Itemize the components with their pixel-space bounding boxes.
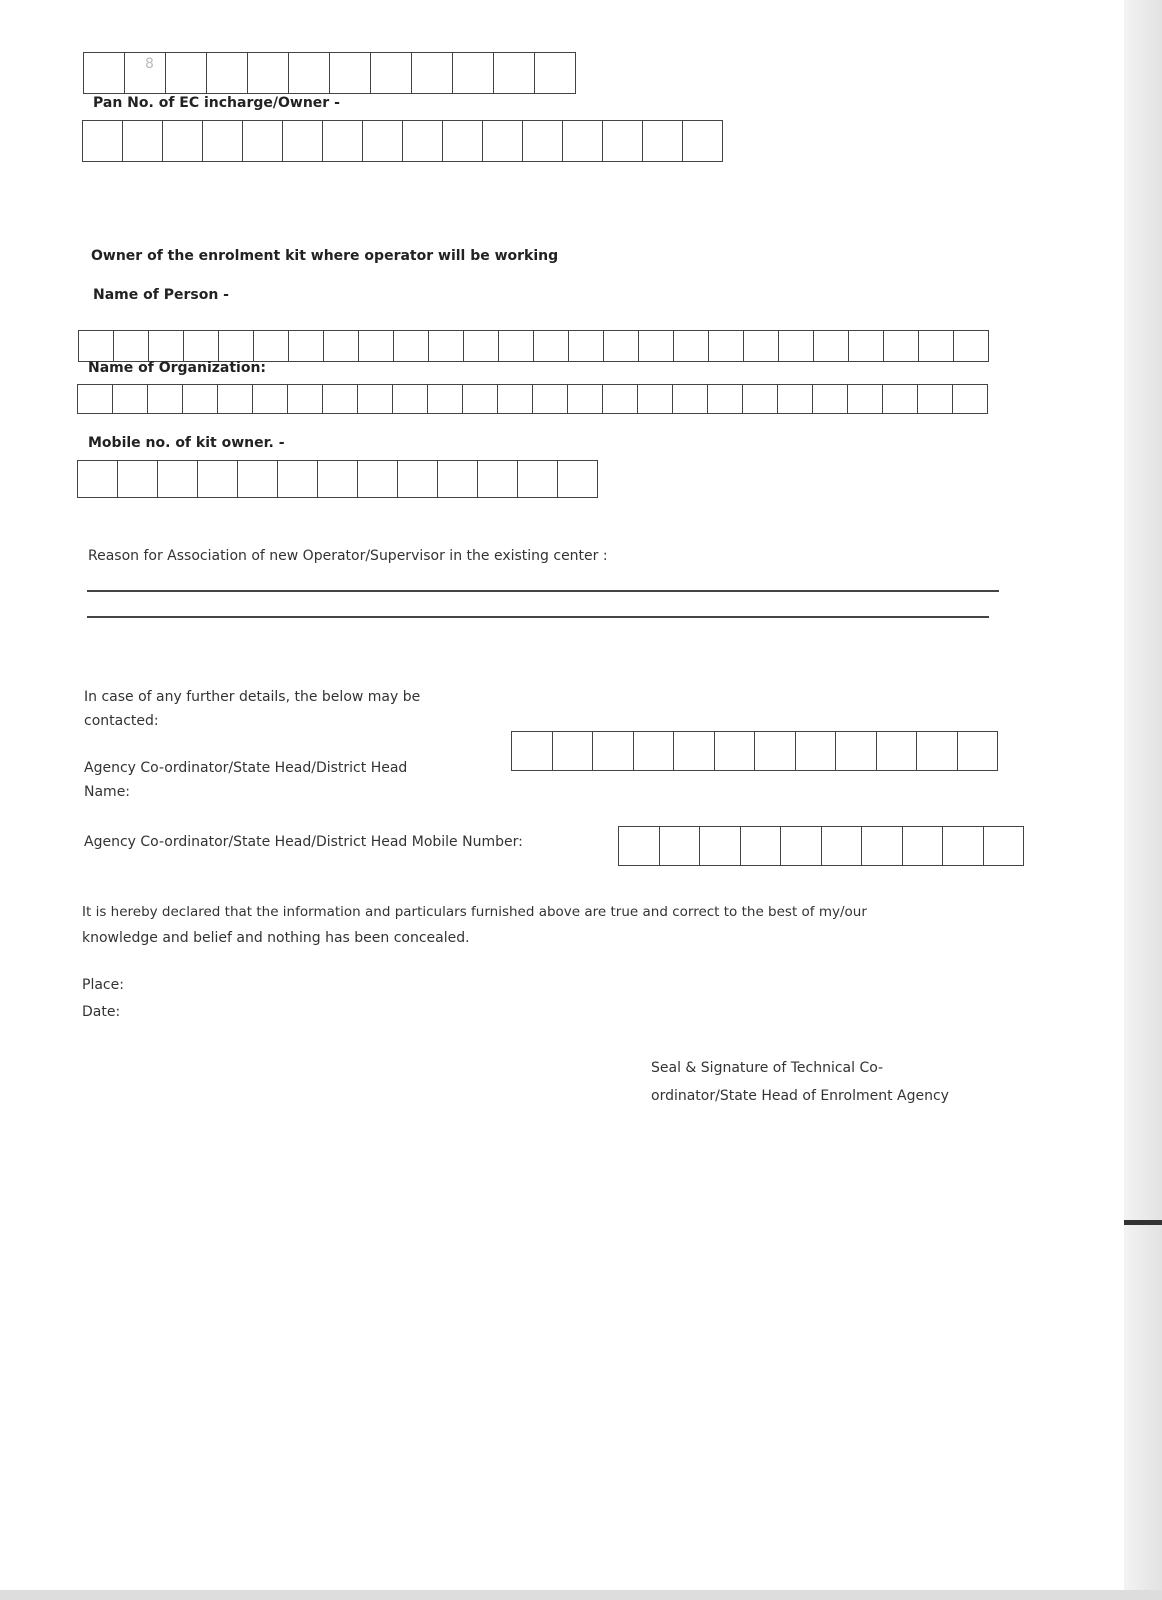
- char-box[interactable]: [78, 461, 118, 497]
- char-box[interactable]: [741, 827, 782, 865]
- char-box[interactable]: [836, 732, 877, 770]
- char-box[interactable]: [289, 331, 324, 361]
- char-box[interactable]: [443, 121, 483, 161]
- char-box[interactable]: [604, 331, 639, 361]
- char-box[interactable]: [324, 331, 359, 361]
- coord-mobile-label: Agency Co-ordinator/State Head/District Head Mobile Number:: [84, 834, 523, 850]
- char-box[interactable]: [494, 53, 535, 93]
- char-box[interactable]: [393, 385, 428, 413]
- char-box[interactable]: [83, 121, 123, 161]
- char-box[interactable]: [499, 331, 534, 361]
- char-box[interactable]: [619, 827, 660, 865]
- char-box[interactable]: [207, 53, 248, 93]
- char-box[interactable]: [563, 121, 603, 161]
- char-box[interactable]: [796, 732, 837, 770]
- char-box[interactable]: [634, 732, 675, 770]
- char-box[interactable]: [674, 732, 715, 770]
- char-box[interactable]: [512, 732, 553, 770]
- char-box[interactable]: [363, 121, 403, 161]
- contact-intro-2: contacted:: [84, 713, 159, 729]
- char-box[interactable]: [917, 732, 958, 770]
- char-box[interactable]: [534, 331, 569, 361]
- char-box[interactable]: [198, 461, 238, 497]
- char-box[interactable]: [358, 385, 393, 413]
- char-box[interactable]: [943, 827, 984, 865]
- char-box[interactable]: [848, 385, 883, 413]
- char-box[interactable]: [743, 385, 778, 413]
- char-box[interactable]: [958, 732, 999, 770]
- pan-label: Pan No. of EC incharge/Owner -: [93, 95, 340, 111]
- declaration-line-2: knowledge and belief and nothing has been concealed.: [82, 930, 470, 946]
- char-box[interactable]: [323, 121, 363, 161]
- char-box[interactable]: [569, 331, 604, 361]
- char-box[interactable]: [673, 385, 708, 413]
- char-box[interactable]: [478, 461, 518, 497]
- char-box[interactable]: [158, 461, 198, 497]
- char-box[interactable]: [438, 461, 478, 497]
- char-box[interactable]: [394, 331, 429, 361]
- char-box[interactable]: [403, 121, 443, 161]
- char-box[interactable]: [822, 827, 863, 865]
- char-box[interactable]: [674, 331, 709, 361]
- char-box[interactable]: [660, 827, 701, 865]
- char-box[interactable]: [243, 121, 283, 161]
- char-box[interactable]: [323, 385, 358, 413]
- char-box[interactable]: [883, 385, 918, 413]
- char-box[interactable]: [371, 53, 412, 93]
- char-box[interactable]: [183, 385, 218, 413]
- char-box[interactable]: [954, 331, 989, 361]
- char-box[interactable]: [603, 385, 638, 413]
- char-box[interactable]: [535, 53, 576, 93]
- char-box[interactable]: [289, 53, 330, 93]
- coord-name-label-1: Agency Co-ordinator/State Head/District Head: [84, 760, 408, 776]
- char-box[interactable]: [283, 121, 323, 161]
- char-box[interactable]: [744, 331, 779, 361]
- signature-line-2: ordinator/State Head of Enrolment Agency: [651, 1088, 949, 1104]
- char-box[interactable]: [523, 121, 563, 161]
- char-box[interactable]: [814, 331, 849, 361]
- char-box[interactable]: [148, 385, 183, 413]
- char-box[interactable]: [683, 121, 723, 161]
- char-box[interactable]: [453, 53, 494, 93]
- char-box[interactable]: [218, 385, 253, 413]
- char-box[interactable]: [903, 827, 944, 865]
- char-box[interactable]: [877, 732, 918, 770]
- char-box[interactable]: [568, 385, 603, 413]
- char-box[interactable]: [715, 732, 756, 770]
- org-label: Name of Organization:: [88, 360, 267, 376]
- person-label: Name of Person -: [93, 287, 229, 303]
- char-box[interactable]: [113, 385, 148, 413]
- char-box[interactable]: [253, 385, 288, 413]
- char-box[interactable]: [78, 385, 113, 413]
- char-box[interactable]: [755, 732, 796, 770]
- reason-line-1[interactable]: [87, 590, 999, 592]
- kit-owner-heading: Owner of the enrolment kit where operator will be working: [91, 248, 559, 264]
- signature-line-1: Seal & Signature of Technical Co-: [651, 1060, 884, 1076]
- coord-name-boxes[interactable]: [511, 731, 998, 771]
- char-box[interactable]: [79, 331, 114, 361]
- char-box[interactable]: [781, 827, 822, 865]
- date-label: Date:: [82, 1004, 121, 1020]
- person-boxes[interactable]: [78, 330, 989, 362]
- char-box[interactable]: [464, 331, 499, 361]
- coord-name-label-2: Name:: [84, 784, 131, 800]
- mobile-boxes[interactable]: [77, 460, 598, 498]
- char-box[interactable]: [429, 331, 464, 361]
- char-box[interactable]: [593, 732, 634, 770]
- char-box[interactable]: [918, 385, 953, 413]
- char-box[interactable]: [163, 121, 203, 161]
- char-box[interactable]: [483, 121, 523, 161]
- char-box[interactable]: [849, 331, 884, 361]
- scan-mark: [1124, 1220, 1162, 1225]
- char-box[interactable]: [248, 53, 289, 93]
- coord-mobile-boxes[interactable]: [618, 826, 1024, 866]
- reason-label: Reason for Association of new Operator/Supervisor in the existing center :: [88, 548, 608, 564]
- char-box[interactable]: [219, 331, 254, 361]
- char-box[interactable]: [984, 827, 1025, 865]
- char-box[interactable]: [643, 121, 683, 161]
- char-box[interactable]: [288, 385, 323, 413]
- char-box[interactable]: [184, 331, 219, 361]
- pan-boxes[interactable]: [82, 120, 723, 162]
- char-box[interactable]: [166, 53, 207, 93]
- char-box[interactable]: [278, 461, 318, 497]
- char-box[interactable]: [149, 331, 184, 361]
- char-box[interactable]: [358, 461, 398, 497]
- char-box[interactable]: [330, 53, 371, 93]
- top-id-boxes[interactable]: [83, 52, 576, 94]
- char-box[interactable]: [778, 385, 813, 413]
- char-box[interactable]: [953, 385, 988, 413]
- char-box[interactable]: [639, 331, 674, 361]
- char-box[interactable]: [709, 331, 744, 361]
- char-box[interactable]: [203, 121, 243, 161]
- char-box[interactable]: [123, 121, 163, 161]
- char-box[interactable]: [884, 331, 919, 361]
- char-box[interactable]: [919, 331, 954, 361]
- scan-edge: [1124, 0, 1162, 1600]
- char-box[interactable]: [533, 385, 568, 413]
- place-label: Place:: [82, 977, 124, 993]
- scan-bottom-edge: [0, 1590, 1162, 1600]
- char-box[interactable]: [359, 331, 394, 361]
- top-box-mark: 8: [145, 56, 154, 72]
- char-box[interactable]: [398, 461, 438, 497]
- char-box[interactable]: [254, 331, 289, 361]
- char-box[interactable]: [638, 385, 673, 413]
- char-box[interactable]: [553, 732, 594, 770]
- char-box[interactable]: [708, 385, 743, 413]
- char-box[interactable]: [114, 331, 149, 361]
- char-box[interactable]: [700, 827, 741, 865]
- char-box[interactable]: [603, 121, 643, 161]
- mobile-label: Mobile no. of kit owner. -: [88, 435, 285, 451]
- char-box[interactable]: [463, 385, 498, 413]
- char-box[interactable]: [498, 385, 533, 413]
- char-box[interactable]: [862, 827, 903, 865]
- org-boxes[interactable]: [77, 384, 988, 414]
- char-box[interactable]: [238, 461, 278, 497]
- char-box[interactable]: [428, 385, 463, 413]
- declaration-line-1: It is hereby declared that the information and particulars furnished above are true and correct to the best of my/our: [82, 904, 867, 920]
- reason-line-2[interactable]: [87, 616, 989, 618]
- char-box[interactable]: [813, 385, 848, 413]
- contact-intro-1: In case of any further details, the below may be: [84, 689, 421, 705]
- char-box[interactable]: [318, 461, 358, 497]
- char-box[interactable]: [412, 53, 453, 93]
- char-box[interactable]: [518, 461, 558, 497]
- char-box[interactable]: [558, 461, 598, 497]
- char-box[interactable]: [84, 53, 125, 93]
- char-box[interactable]: [779, 331, 814, 361]
- char-box[interactable]: [118, 461, 158, 497]
